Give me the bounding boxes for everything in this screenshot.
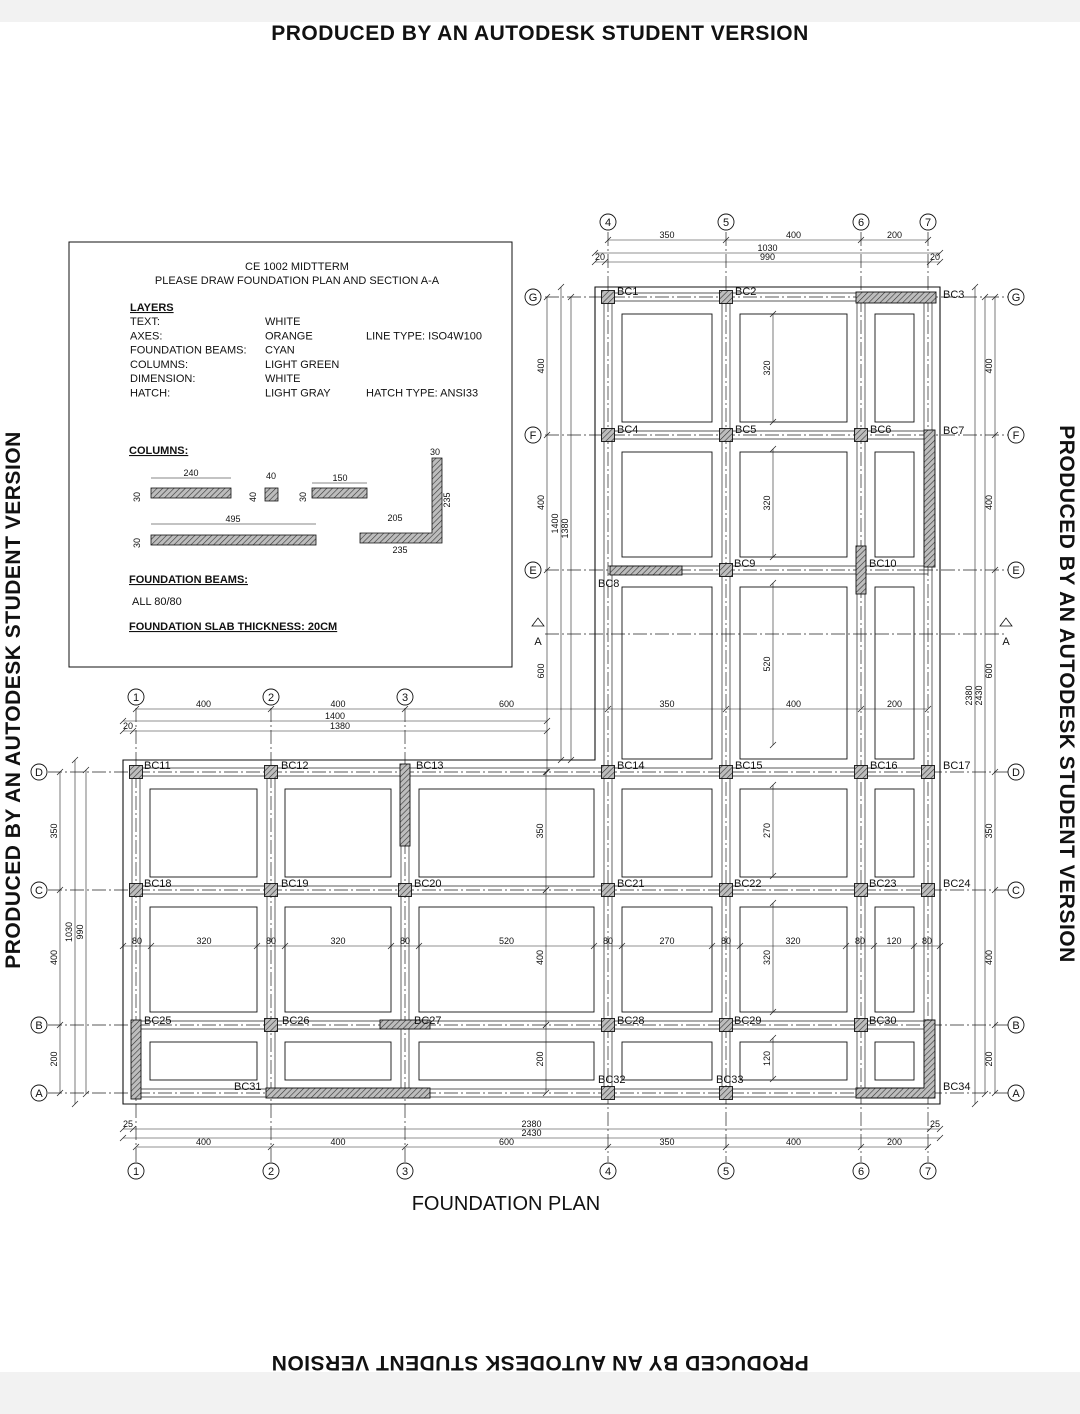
column-BC28 xyxy=(602,1019,615,1032)
legend-box xyxy=(69,242,512,667)
slab-panel xyxy=(419,1042,594,1080)
axis-3-bottom-label: 3 xyxy=(401,1166,409,1178)
slab-panel xyxy=(150,1042,257,1080)
column-label-BC21: BC21 xyxy=(617,878,645,890)
dim-vupper-total2-label: 1380 xyxy=(560,518,570,539)
column-BC4 xyxy=(602,429,615,442)
column-label-BC15: BC15 xyxy=(735,760,763,772)
dim-inner-row-label: 520 xyxy=(498,936,515,946)
column-label-BC14: BC14 xyxy=(617,760,645,772)
dim-inner-row-label: 270 xyxy=(659,936,675,946)
column-BC8 xyxy=(610,566,682,575)
axis-5-bottom-label: 5 xyxy=(722,1166,730,1178)
slab-panel xyxy=(150,789,257,877)
column-label-BC22: BC22 xyxy=(734,878,762,890)
column-label-BC25: BC25 xyxy=(144,1015,172,1027)
column-BC11 xyxy=(130,766,143,779)
slab-panel xyxy=(740,587,847,759)
layer-name: HATCH: xyxy=(130,387,171,400)
dim-vupper-spans-label: 600 xyxy=(536,663,546,679)
slab-panel xyxy=(740,907,847,1012)
dim-left-total1-label: 1030 xyxy=(64,921,74,943)
dim-vinner-1-label: 320 xyxy=(762,360,772,376)
dim-mid-total2-label: 20 xyxy=(122,721,134,731)
dim-mid-spans-label: 400 xyxy=(330,699,346,709)
column-label-BC13: BC13 xyxy=(416,760,444,772)
section-arrow-left xyxy=(532,618,544,626)
dim-mid-total2-label: 1380 xyxy=(329,721,351,731)
dim-mid-v1-label: 350 xyxy=(535,823,545,839)
slab-outline xyxy=(123,287,940,1104)
section-label-left: A xyxy=(534,636,542,648)
dim-vinner-3-label: 520 xyxy=(762,656,772,672)
dim-mid-spans-label: 600 xyxy=(498,699,515,709)
layer-value: WHITE xyxy=(265,373,301,386)
dim-left-spans-label: 200 xyxy=(49,1051,59,1067)
dim-right-total2-label: 2430 xyxy=(974,685,984,706)
layer-note: HATCH TYPE: ANSI33 xyxy=(366,387,479,400)
column-BC22 xyxy=(720,884,733,897)
slab-panel xyxy=(150,907,257,1012)
axis-6-bottom-label: 6 xyxy=(857,1166,865,1178)
axis-G-left-label: G xyxy=(528,292,538,304)
column-label-BC27: BC27 xyxy=(414,1015,442,1027)
col-dim-205: 205 xyxy=(387,513,403,523)
slab-panel xyxy=(875,314,914,422)
axis-C-left-label: C xyxy=(35,885,43,897)
slab-panel xyxy=(419,789,594,877)
slab-panel xyxy=(622,587,712,759)
slab-panel xyxy=(285,907,391,1012)
dim-right-spans-label: 600 xyxy=(984,663,994,679)
column-label-BC8: BC8 xyxy=(598,578,620,590)
column-label-BC30: BC30 xyxy=(869,1015,897,1027)
column-label-BC28: BC28 xyxy=(617,1015,645,1027)
dim-right-spans-label: 400 xyxy=(984,494,994,511)
dim-mid-spans-label: 400 xyxy=(785,699,802,709)
column-BC18 xyxy=(130,884,143,897)
layer-name: FOUNDATION BEAMS: xyxy=(130,344,247,357)
column-BC29 xyxy=(720,1019,733,1032)
dim-top-total1-label: 1030 xyxy=(757,243,778,253)
slab-panel xyxy=(740,1042,847,1080)
column-label-BC16: BC16 xyxy=(870,760,898,772)
axis-2-mid-label: 2 xyxy=(267,692,275,704)
column-label-BC10: BC10 xyxy=(869,558,897,570)
col-dim-40a: 40 xyxy=(265,471,277,481)
axis-3-mid-label: 3 xyxy=(401,692,409,704)
column-label-BC29: BC29 xyxy=(734,1015,762,1027)
column-label-BC4: BC4 xyxy=(617,424,639,436)
column-label-BC1: BC1 xyxy=(617,286,639,298)
col-dim-495: 495 xyxy=(225,514,241,524)
axis-E-left-label: E xyxy=(529,565,537,577)
dim-mid-spans-label: 350 xyxy=(659,699,675,709)
axis-7-top-label: 7 xyxy=(924,217,932,229)
slab-panel xyxy=(419,907,594,1012)
dim-inner-row-label: 80 xyxy=(854,936,866,946)
layer-value: WHITE xyxy=(265,316,301,328)
column-BC30 xyxy=(855,1019,868,1032)
col-dim-150: 150 xyxy=(332,473,348,483)
column-BC20 xyxy=(399,884,412,897)
column-BC14 xyxy=(602,766,615,779)
column-BC1 xyxy=(602,291,615,304)
column-label-BC2: BC2 xyxy=(735,286,757,298)
axis-E-right-label: E xyxy=(1012,565,1020,577)
column-label-BC32: BC32 xyxy=(598,1074,626,1086)
column-label-BC31: BC31 xyxy=(234,1081,262,1093)
beams-value: ALL 80/80 xyxy=(132,596,182,608)
column-BC6 xyxy=(855,429,868,442)
axis-6-top-label: 6 xyxy=(857,217,865,229)
watermark-left: PRODUCED BY AN AUTODESK STUDENT VERSION xyxy=(2,431,25,969)
dim-mid-v2-label: 400 xyxy=(535,949,545,966)
dim-inner-row-label: 80 xyxy=(265,936,277,946)
axis-B-left-label: B xyxy=(35,1020,43,1032)
section-label-right: A xyxy=(1002,636,1010,648)
dim-bot-spans-label: 400 xyxy=(330,1137,346,1147)
column-BC23 xyxy=(855,884,868,897)
dim-inner-row-label: 80 xyxy=(720,936,732,946)
column-BC12 xyxy=(265,766,278,779)
col-dim-235a: 235 xyxy=(392,545,408,555)
dim-inner-row-label: 320 xyxy=(330,936,346,946)
column-label-BC12: BC12 xyxy=(281,760,309,772)
column-BC16 xyxy=(855,766,868,779)
column-label-BC9: BC9 xyxy=(734,558,756,570)
slab-panel xyxy=(875,587,914,759)
dim-bot-total1-label: 2380 xyxy=(521,1119,542,1129)
axis-7-bottom-label: 7 xyxy=(924,1166,932,1178)
dim-vupper-spans-label: 400 xyxy=(536,494,546,511)
layer-note: LINE TYPE: ISO4W100 xyxy=(366,330,482,343)
column-BC3 xyxy=(856,292,936,303)
column-samples xyxy=(132,447,452,555)
dim-inner-row-label: 320 xyxy=(785,936,801,946)
layer-value: LIGHT GREEN xyxy=(265,358,340,371)
dim-vinner-4-label: 270 xyxy=(762,822,772,839)
layer-name: DIMENSION: xyxy=(130,373,196,386)
column-BC17 xyxy=(922,766,935,779)
col-dim-30d: 30 xyxy=(429,447,441,457)
dim-left-spans-label: 350 xyxy=(49,823,59,839)
legend-title-2: PLEASE DRAW FOUNDATION PLAN AND SECTION A-A xyxy=(154,275,440,287)
slab-panel xyxy=(740,452,847,557)
column-label-BC5: BC5 xyxy=(735,424,757,436)
axis-2-bottom-label: 2 xyxy=(267,1166,275,1178)
axis-A-left-label: A xyxy=(35,1088,43,1100)
dim-bot-spans-label: 350 xyxy=(659,1137,675,1147)
layers-heading: LAYERS xyxy=(130,302,174,314)
axis-4-top-label: 4 xyxy=(604,217,612,229)
column-label-BC11: BC11 xyxy=(144,760,171,772)
slab-panel xyxy=(622,452,712,557)
dim-bot-total1-label: 25 xyxy=(122,1119,134,1129)
axis-B-right-label: B xyxy=(1012,1020,1020,1032)
dim-right-total1-label: 2380 xyxy=(964,685,974,706)
dim-mid-total1-label: 1400 xyxy=(324,711,346,721)
dim-left-spans-label: 400 xyxy=(49,949,59,966)
dim-top-total2-label: 20 xyxy=(594,252,606,262)
layer-name: COLUMNS: xyxy=(130,358,189,371)
axis-F-left-label: F xyxy=(529,430,537,442)
col-dim-40b: 40 xyxy=(248,491,258,503)
column-BC13 xyxy=(400,764,410,846)
column-label-BC19: BC19 xyxy=(281,878,309,890)
column-label-BC7: BC7 xyxy=(943,425,965,437)
section-arrow-right xyxy=(1000,618,1012,626)
axis-A-right-label: A xyxy=(1012,1088,1020,1100)
column-BC33 xyxy=(720,1087,733,1100)
dim-right-spans-label: 400 xyxy=(984,949,994,966)
dim-bot-total2-label: 2430 xyxy=(521,1128,542,1138)
dim-left-total2-label: 990 xyxy=(75,924,85,940)
dim-mid-v3-label: 200 xyxy=(535,1051,545,1067)
column-label-BC6: BC6 xyxy=(870,424,892,436)
axis-1-mid-label: 1 xyxy=(132,692,140,704)
layer-value: LIGHT GRAY xyxy=(265,387,331,400)
dim-bot-spans-label: 400 xyxy=(785,1137,802,1147)
dim-inner-row-label: 80 xyxy=(602,936,614,946)
dim-inner-row-label: 120 xyxy=(886,936,902,946)
dim-inner-row-label: 80 xyxy=(399,936,411,946)
column-BC32 xyxy=(602,1087,615,1100)
column-label-BC34: BC34 xyxy=(943,1081,971,1093)
slab-panel xyxy=(875,789,914,877)
slab-panel xyxy=(622,1042,712,1080)
dim-top-total2-label: 20 xyxy=(929,252,941,262)
axis-C-right-label: C xyxy=(1012,885,1020,897)
col-dim-30a: 30 xyxy=(132,491,142,503)
plan-title: FOUNDATION PLAN xyxy=(411,1193,601,1215)
layer-value: CYAN xyxy=(265,344,295,357)
column-label-BC23: BC23 xyxy=(869,878,897,890)
slab-panel xyxy=(740,789,847,877)
column-BC31 xyxy=(266,1088,430,1098)
axis-F-right-label: F xyxy=(1012,430,1020,442)
axis-4-bottom-label: 4 xyxy=(604,1166,612,1178)
slab-panel xyxy=(875,907,914,1012)
slab-thickness: FOUNDATION SLAB THICKNESS: 20CM xyxy=(129,621,338,633)
col-dim-240: 240 xyxy=(183,468,199,478)
axis-G-right-label: G xyxy=(1011,292,1021,304)
layer-value: ORANGE xyxy=(265,330,313,343)
dim-right-spans-label: 200 xyxy=(984,1051,994,1067)
column-label-BC24: BC24 xyxy=(943,878,971,890)
watermark-bottom: PRODUCED BY AN AUTODESK STUDENT VERSION xyxy=(271,1351,809,1374)
dim-top-spans-label: 350 xyxy=(659,230,675,240)
column-label-BC18: BC18 xyxy=(144,878,172,890)
dim-bot-spans-label: 200 xyxy=(886,1137,903,1147)
dim-vinner-5-label: 320 xyxy=(762,949,772,966)
slab-panel xyxy=(285,1042,391,1080)
column-label-BC33: BC33 xyxy=(716,1074,744,1086)
columns-heading: COLUMNS: xyxy=(129,445,189,457)
legend-title-1: CE 1002 MIDTTERM xyxy=(245,261,349,273)
axis-5-top-label: 5 xyxy=(722,217,730,229)
dim-mid-spans-label: 400 xyxy=(195,699,212,709)
dim-inner-row-label: 320 xyxy=(196,936,212,946)
layer-name: AXES: xyxy=(130,330,163,343)
dim-bot-spans-label: 400 xyxy=(195,1137,212,1147)
dim-top-total2-label: 990 xyxy=(759,252,776,262)
axis-1-bottom-label: 1 xyxy=(132,1166,140,1178)
axis-D-left-label: D xyxy=(35,767,43,779)
dim-vupper-spans-label: 400 xyxy=(536,358,546,374)
slab-panel xyxy=(875,1042,914,1080)
column-BC2 xyxy=(720,291,733,304)
dim-right-spans-label: 350 xyxy=(984,823,994,839)
dim-right-spans-label: 400 xyxy=(984,358,994,374)
beams-heading: FOUNDATION BEAMS: xyxy=(129,574,248,586)
column-BC21 xyxy=(602,884,615,897)
dim-top-spans-label: 400 xyxy=(785,230,802,240)
layers-table xyxy=(130,316,482,400)
column-BC26 xyxy=(265,1019,278,1032)
column-BC10 xyxy=(856,546,866,594)
column-label-BC3: BC3 xyxy=(943,289,965,301)
column-BC15 xyxy=(720,766,733,779)
dim-bot-total1-label: 25 xyxy=(929,1119,941,1129)
dim-inner-row-label: 80 xyxy=(921,936,933,946)
column-label-BC17: BC17 xyxy=(943,760,971,772)
slab-panel xyxy=(622,907,712,1012)
slab-panel xyxy=(622,314,712,422)
column-BC5 xyxy=(720,429,733,442)
col-dim-30c: 30 xyxy=(132,537,142,549)
dim-inner-row-label: 80 xyxy=(131,936,143,946)
col-dim-30b: 30 xyxy=(298,491,308,503)
column-BC25 xyxy=(131,1020,141,1099)
col-dim-235b: 235 xyxy=(442,492,452,508)
dim-vupper-total1-label: 1400 xyxy=(550,513,560,534)
watermark-right: PRODUCED BY AN AUTODESK STUDENT VERSION xyxy=(1055,425,1078,963)
layer-name: TEXT: xyxy=(130,316,160,328)
column-BC24 xyxy=(922,884,935,897)
watermark-top: PRODUCED BY AN AUTODESK STUDENT VERSION xyxy=(271,22,809,45)
dim-vinner-2-label: 320 xyxy=(762,495,772,511)
slab-panel xyxy=(622,789,712,877)
column-label-BC26: BC26 xyxy=(282,1015,310,1027)
axis-D-right-label: D xyxy=(1012,767,1020,779)
dim-bot-spans-label: 600 xyxy=(498,1137,515,1147)
column-label-BC20: BC20 xyxy=(414,878,442,890)
dim-top-spans-label: 200 xyxy=(886,230,903,240)
dim-mid-spans-label: 200 xyxy=(886,699,903,709)
column-BC9 xyxy=(720,564,733,577)
slab-panel xyxy=(740,314,847,422)
slab-panel xyxy=(875,452,914,557)
slab-panel xyxy=(285,789,391,877)
dim-vinner-6-label: 120 xyxy=(762,1050,772,1067)
column-BC7 xyxy=(924,430,935,567)
column-BC19 xyxy=(265,884,278,897)
